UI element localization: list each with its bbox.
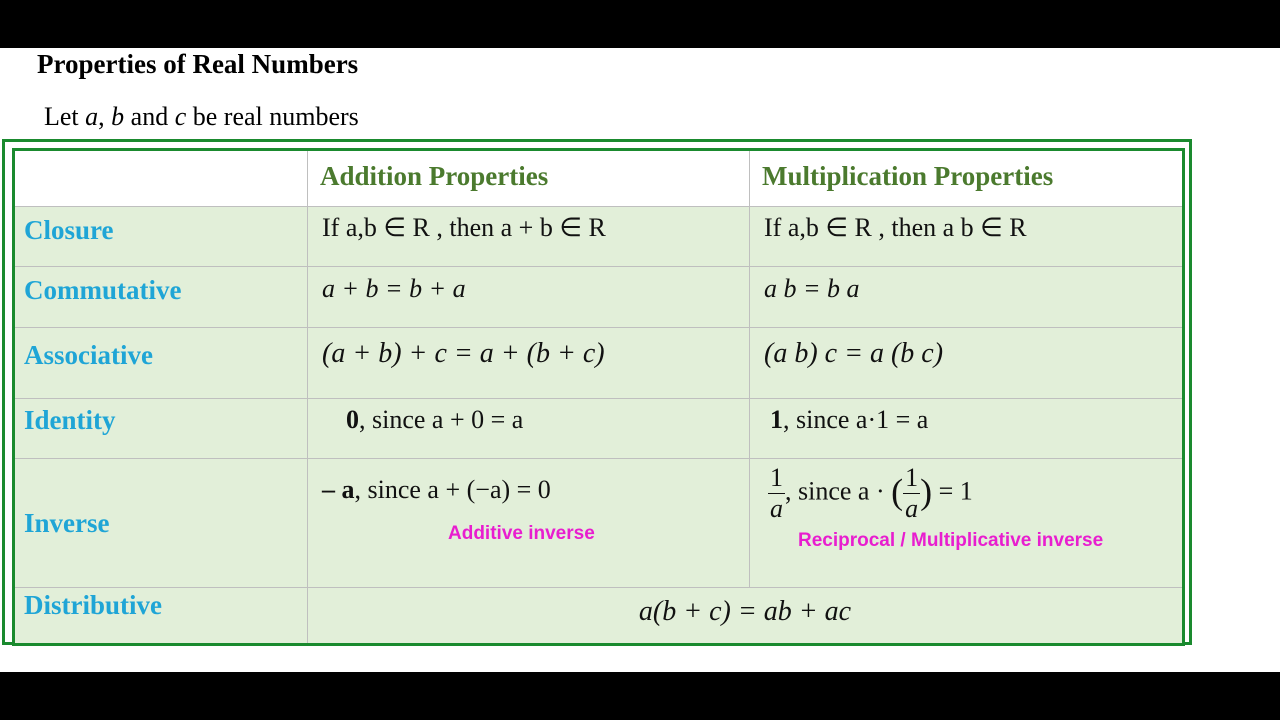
row-label-distributive: Distributive <box>24 590 162 620</box>
intro-suffix: be real numbers <box>186 102 359 131</box>
intro-sep: , <box>98 102 112 131</box>
intro-text <box>44 101 359 133</box>
table-row-identity <box>14 399 1184 459</box>
slide <box>0 48 1280 672</box>
row-label-closure: Closure <box>24 215 114 245</box>
inverse-addition-since: , since a + (−a) = 0 <box>354 475 551 504</box>
fraction-numerator-2: 1 <box>905 463 919 492</box>
table-row-distributive <box>14 588 1184 645</box>
associative-addition: (a + b) + c = a + (b + c) <box>322 338 605 369</box>
page-title: Properties of Real Numbers <box>37 49 359 79</box>
header-multiplication-label: Multiplication Properties <box>762 161 1054 191</box>
row-label-identity: Identity <box>24 405 116 435</box>
inverse-multiplication-since: , since a · <box>785 476 885 506</box>
table-row-commutative <box>14 267 1184 328</box>
reciprocal-fraction-2 <box>903 463 920 524</box>
fraction-denominator-2: a <box>905 494 919 523</box>
intro-prefix: Let <box>44 102 86 131</box>
row-label-inverse: Inverse <box>24 507 110 538</box>
header-empty <box>14 150 308 207</box>
identity-addition-since: , since a + 0 = a <box>359 405 524 434</box>
right-paren: ) <box>920 471 933 512</box>
table-row-inverse <box>14 459 1184 588</box>
closure-multiplication: If a,b ∈ R , then a b ∈ R <box>764 213 1027 242</box>
commutative-addition: a + b = b + a <box>322 274 466 303</box>
reciprocal-fraction <box>768 463 785 524</box>
intro-var-b: b <box>111 102 125 131</box>
multiplicative-inverse-note: Reciprocal / Multiplicative inverse <box>798 530 1104 551</box>
header-addition-label: Addition Properties <box>320 161 549 191</box>
header-addition <box>308 150 750 207</box>
header-row <box>14 150 1184 207</box>
additive-inverse-note: Additive inverse <box>448 523 595 544</box>
commutative-multiplication: a b = b a <box>764 274 860 303</box>
table-frame <box>2 139 1192 645</box>
identity-multiplication-since: , since a·1 = a <box>783 405 929 434</box>
properties-table <box>12 148 1185 646</box>
identity-multiplication <box>750 399 1182 435</box>
identity-multiplication-value: 1 <box>770 405 783 434</box>
closure-addition: If a,b ∈ R , then a + b ∈ R <box>322 213 606 242</box>
distributive-formula: a(b + c) = ab + ac <box>638 596 852 627</box>
identity-addition <box>308 399 749 435</box>
fraction-denominator: a <box>770 494 783 523</box>
table-row-associative <box>14 328 1184 399</box>
intro-var-c: c <box>174 102 187 131</box>
row-label-associative: Associative <box>24 340 153 370</box>
inverse-multiplication <box>750 459 1182 524</box>
header-multiplication <box>750 150 1184 207</box>
inverse-multiplication-equals: = 1 <box>938 476 973 506</box>
row-label-commutative: Commutative <box>24 275 182 305</box>
identity-addition-value: 0 <box>346 405 359 434</box>
associative-multiplication: (a b) c = a (b c) <box>764 338 944 369</box>
inverse-addition-value: – a <box>322 475 355 504</box>
table-row-closure <box>14 207 1184 267</box>
fraction-numerator: 1 <box>770 463 783 492</box>
left-paren: ( <box>891 471 904 512</box>
intro-var-a: a <box>85 102 99 131</box>
inverse-addition <box>308 459 749 505</box>
intro-and: and <box>124 102 175 131</box>
